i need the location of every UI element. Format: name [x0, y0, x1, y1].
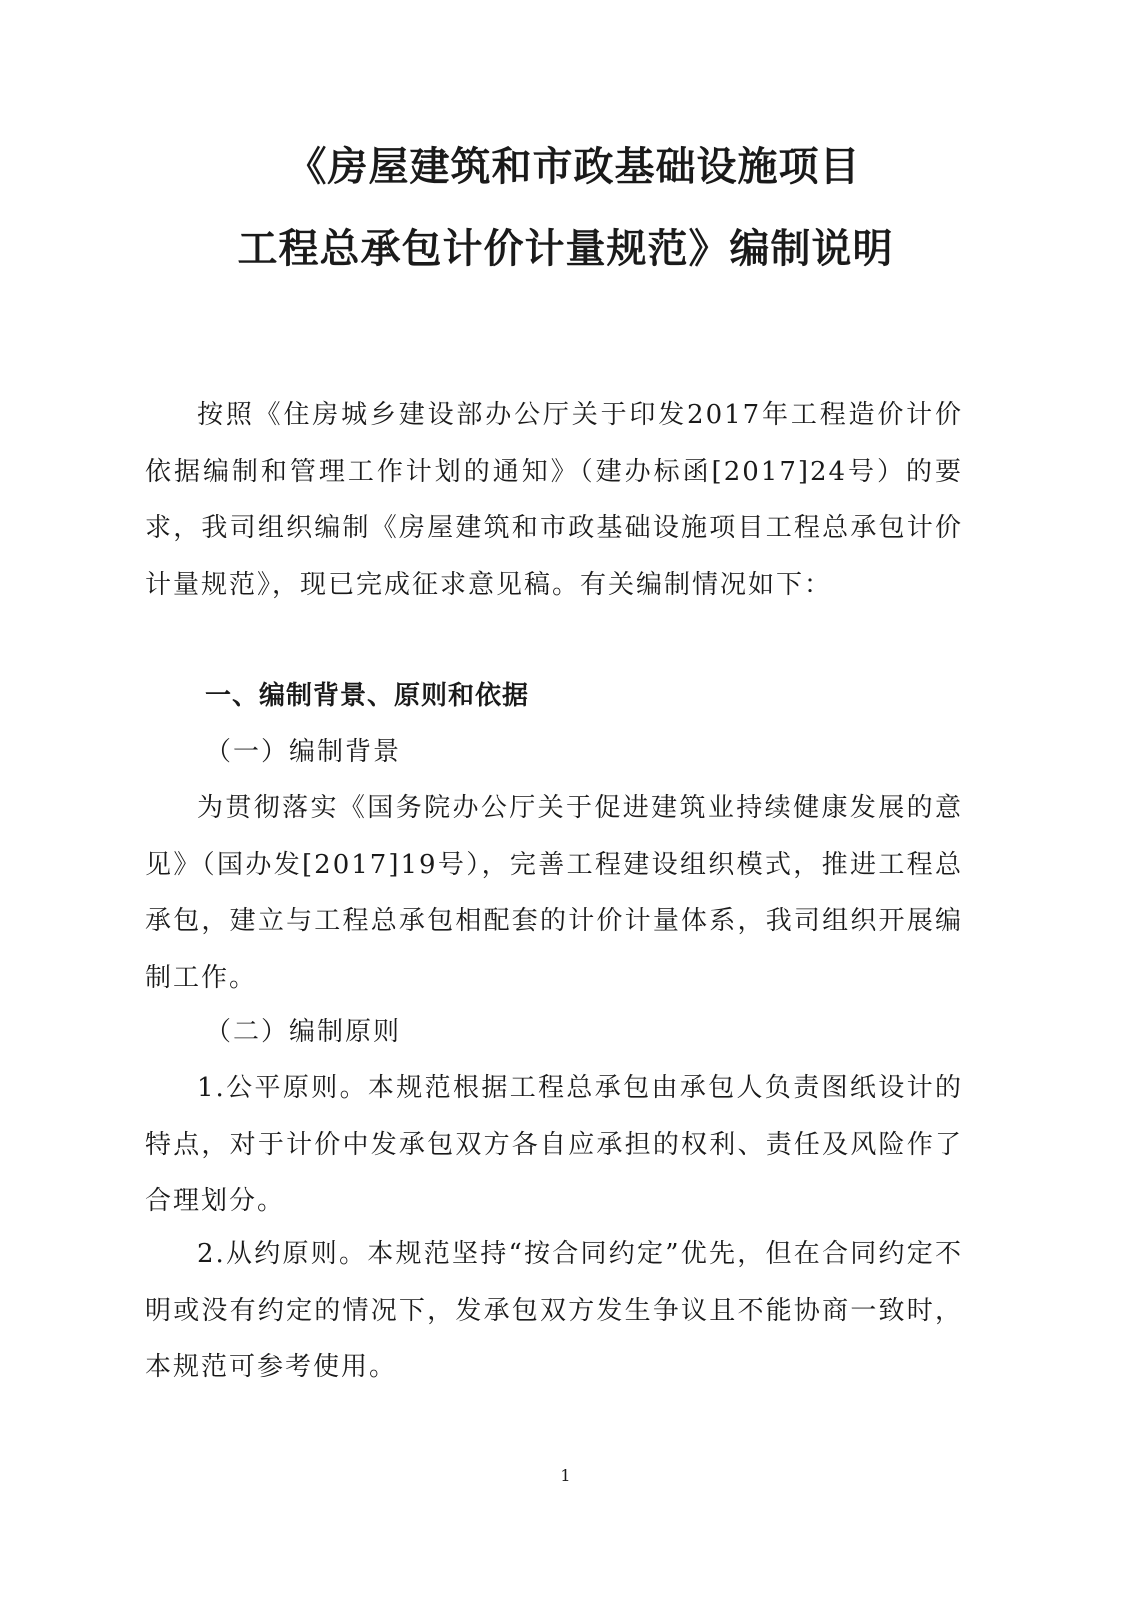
background-paragraph: 为贯彻落实《国务院办公厅关于促进建筑业持续健康发展的意见》（国办发[2017]19号），完善工程建设组织模式，推进工程总承包，建立与工程总承包相配套的计价计量体系，我司组织开展编制工作。: [145, 793, 963, 993]
principle-fairness-paragraph: 1.公平原则。本规范根据工程总承包由承包人负责图纸设计的特点，对于计价中发承包双方各自应承担的权利、责任及风险作了合理划分。: [145, 1073, 963, 1216]
subsection-heading-principles: （二）编制原则: [205, 1017, 402, 1047]
page-number: 1: [560, 1466, 571, 1485]
principle-contract-paragraph: 2.从约原则。本规范坚持“按合同约定”优先，但在合同约定不明或没有约定的情况下，发承包双方发生争议且不能协商一致时，本规范可参考使用。: [145, 1239, 963, 1382]
document-title-line-1: 《房屋建筑和市政基础设施项目: [286, 144, 861, 190]
intro-paragraph: 按照《住房城乡建设部办公厅关于印发2017年工程造价计价依据编制和管理工作计划的通知》（建办标函[2017]24号）的要求，我司组织编制《房屋建筑和市政基础设施项目工程总承包计价计量规范》，现已完成征求意见稿。有关编制情况如下：: [145, 400, 963, 600]
document-title-line-2: 工程总承包计价计量规范》编制说明: [237, 226, 894, 272]
subsection-heading-background: （一）编制背景: [205, 737, 402, 767]
section-heading-background-principles-basis: 一、编制背景、原则和依据: [205, 681, 530, 711]
